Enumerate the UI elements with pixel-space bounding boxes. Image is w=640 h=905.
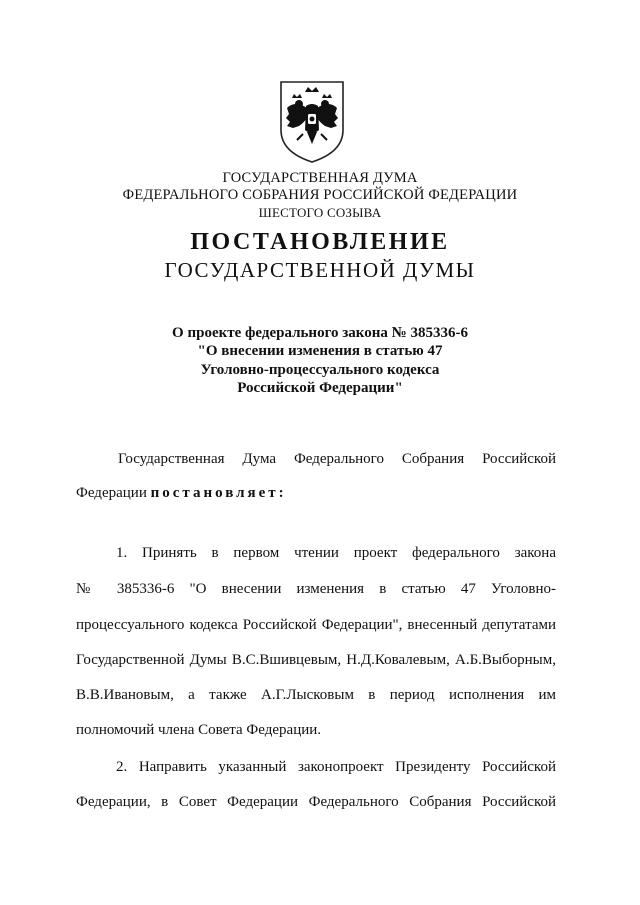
subject-line-1: О проекте федерального закона № 385336-6 (172, 325, 468, 341)
document-type-title: ПОСТАНОВЛЕНИЕ (190, 229, 450, 255)
item-1-line-1: 1. Принять в первом чтении проект федерального закона (116, 545, 556, 561)
item-2-line-1: 2. Направить указанный законопроект Президенту Российской (116, 759, 556, 775)
item-2-line-2: Федерации, в Совет Федерации Федерального Собрания Российской (76, 794, 556, 810)
preamble-line-2 (76, 485, 287, 502)
subject-line-4: Российской Федерации" (237, 380, 403, 396)
subject-line-2: "О внесении изменения в статью 47 (197, 343, 443, 359)
item-1-line-6: полномочий члена Совета Федерации. (76, 722, 322, 738)
item-1-line-4: Государственной Думы В.С.Вшивцевым, Н.Д.Ковалевым, А.Б.Выборным, (76, 652, 556, 668)
org-line-1: ГОСУДАРСТВЕННАЯ ДУМА (222, 170, 418, 186)
state-emblem (277, 78, 347, 164)
org-line-3: ШЕСТОГО СОЗЫВА (258, 205, 382, 220)
item-1-line-3: процессуального кодекса Российской Федерации", внесенный депутатами (76, 617, 556, 633)
org-line-2: ФЕДЕРАЛЬНОГО СОБРАНИЯ РОССИЙСКОЙ ФЕДЕРАЦИИ (122, 187, 518, 203)
double-headed-eagle-emblem-icon (277, 78, 347, 164)
preamble-resolves-word: постановляет: (150, 485, 287, 501)
preamble-federation-word: Федерации (76, 485, 147, 501)
item-1-line-5: В.В.Ивановым, а также А.Г.Лысковым в период исполнения им (76, 687, 556, 703)
subject-line-3: Уголовно-процессуального кодекса (200, 362, 440, 378)
item-1-line-2: № 385336-6 "О внесении изменения в статью 47 Уголовно- (76, 581, 556, 597)
document-issuer-subtitle: ГОСУДАРСТВЕННОЙ ДУМЫ (164, 258, 476, 282)
preamble-line-1: Государственная Дума Федерального Собрания Российской (118, 451, 556, 467)
